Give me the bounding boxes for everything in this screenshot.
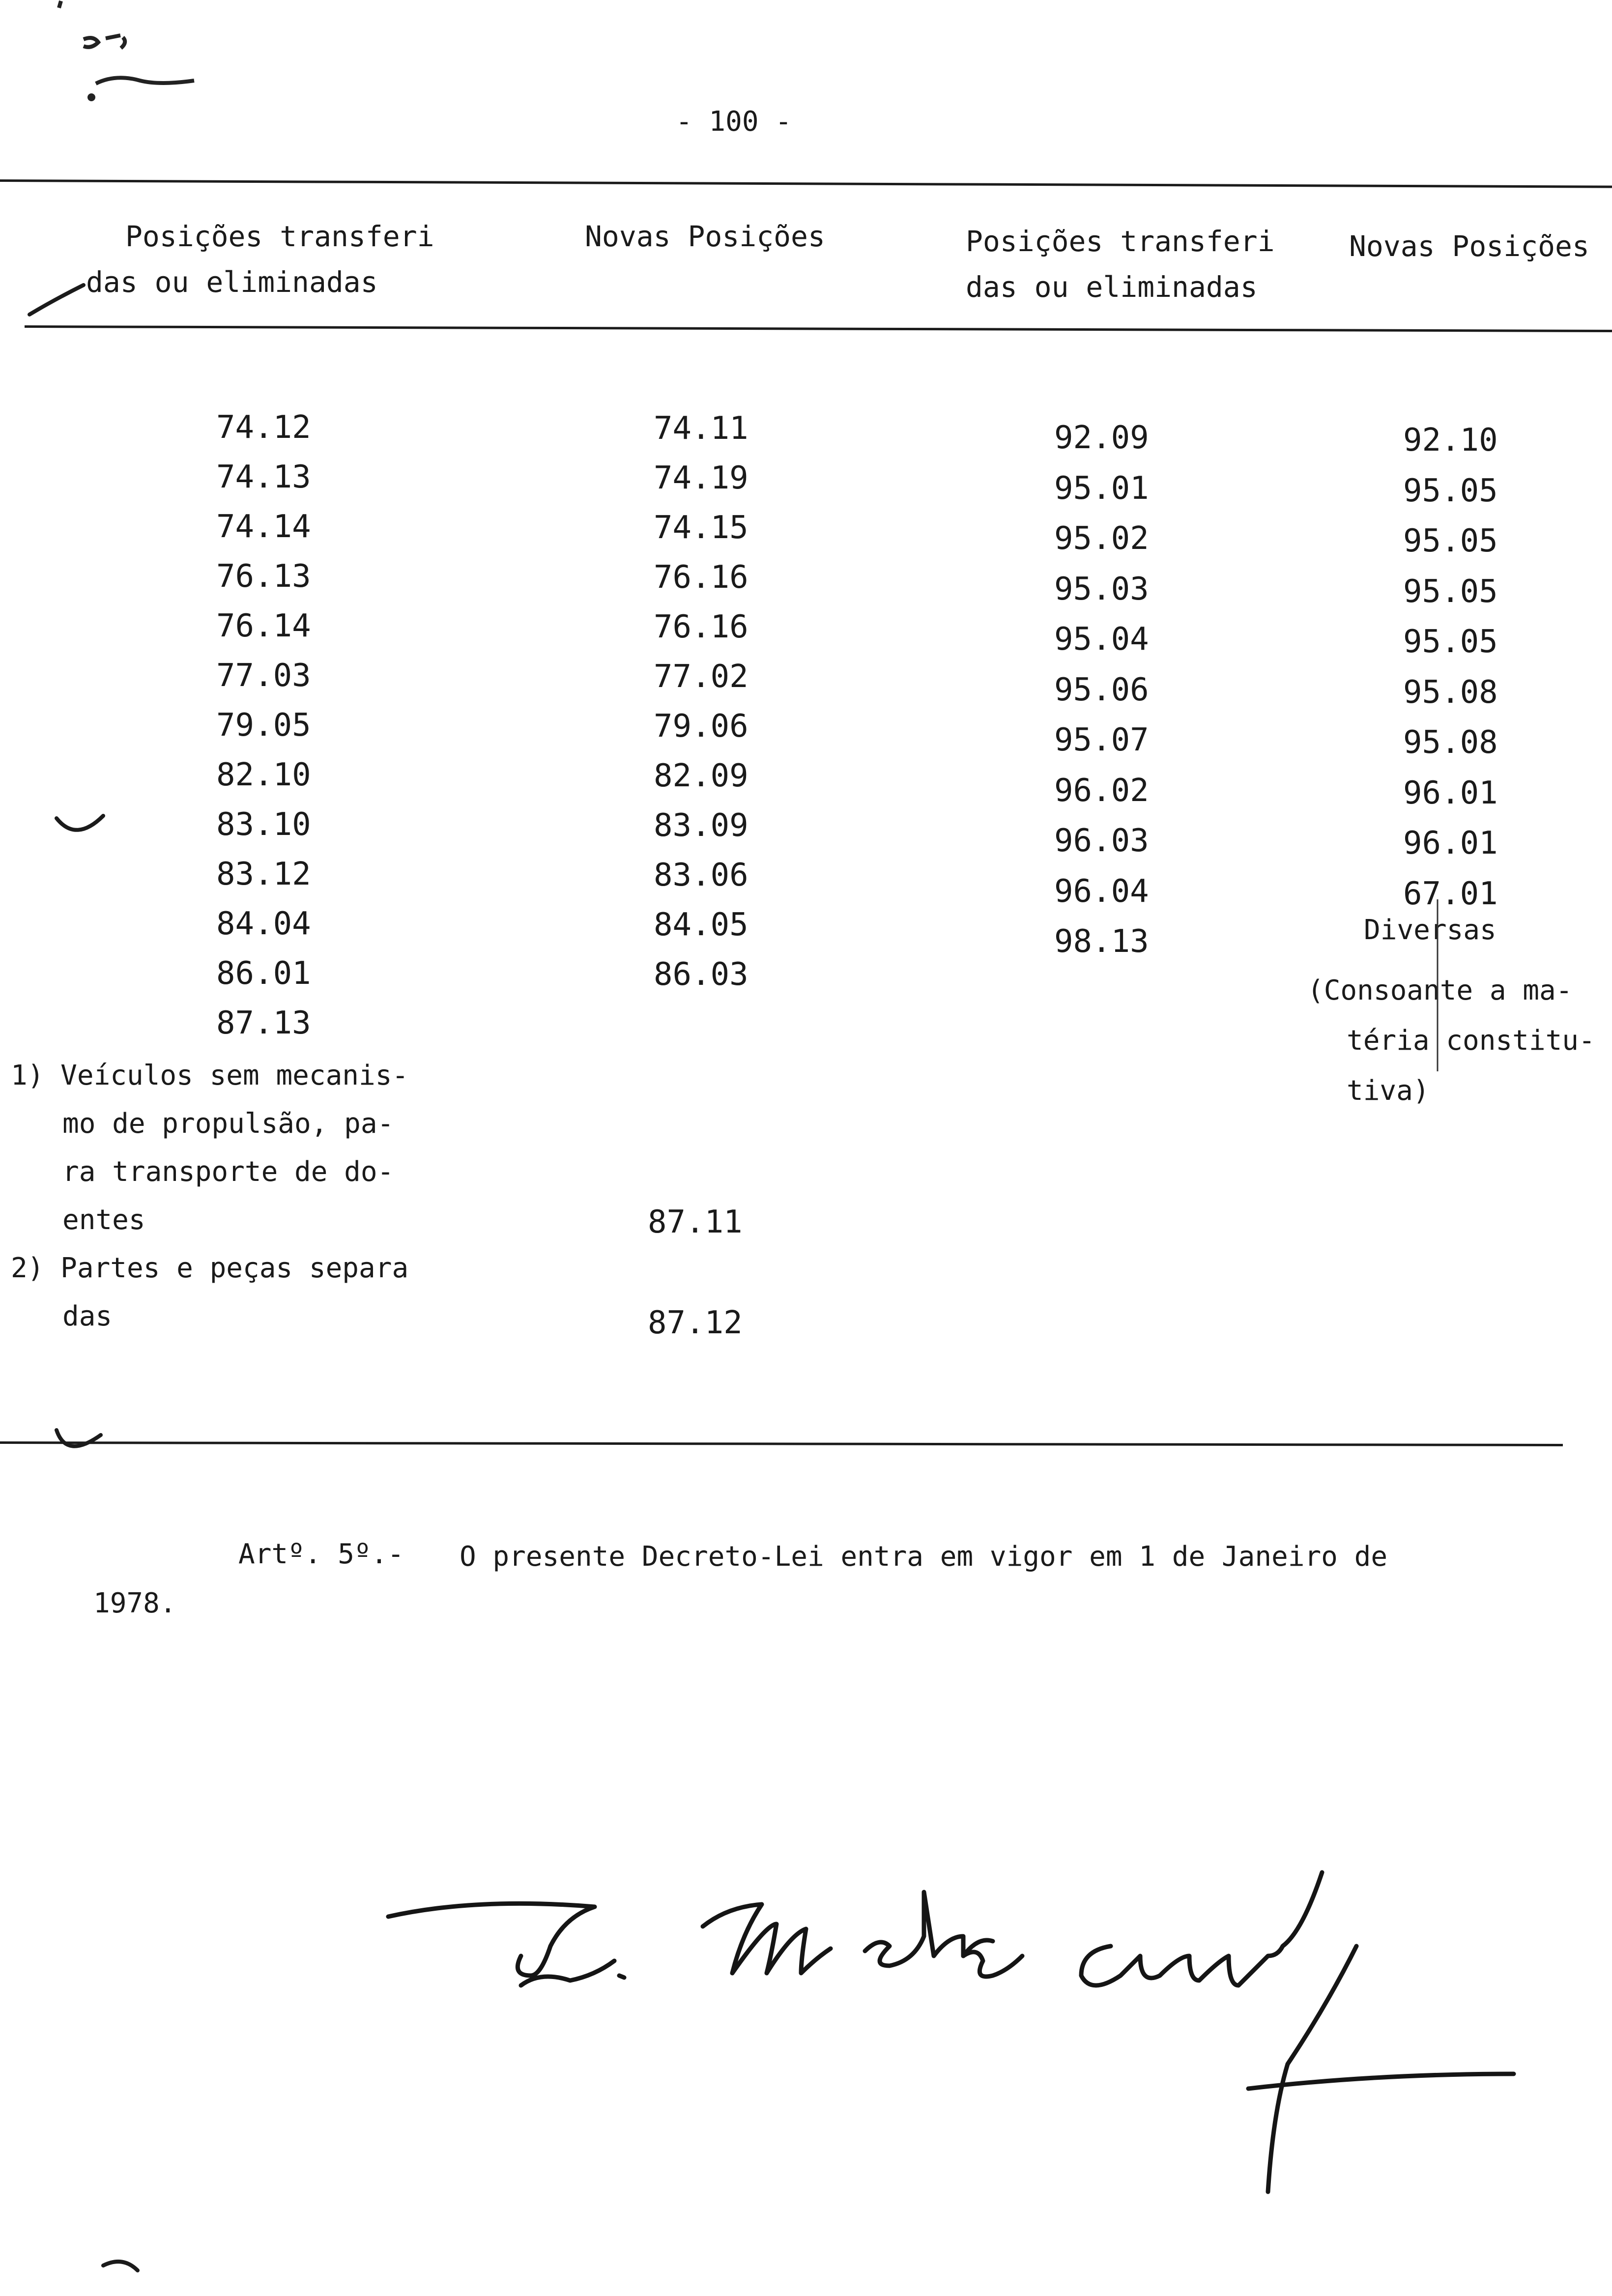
right-new-diversas: Diversas [1364, 914, 1497, 946]
right-old-column [1054, 413, 1149, 967]
article-year: 1978. [93, 1587, 176, 1619]
left-old-column [216, 403, 311, 1048]
table-cell: 76.13 [216, 558, 311, 595]
table-cell: 76.16 [654, 609, 748, 645]
note-1-new: 87.11 [648, 1204, 743, 1240]
table-cell: 86.01 [216, 955, 311, 992]
table-cell: 76.16 [654, 559, 748, 596]
table-top-rule [0, 179, 1612, 188]
table-cell: 92.10 [1403, 422, 1498, 459]
left-new-column [654, 404, 748, 1000]
table-cell: 79.05 [216, 707, 311, 744]
table-bottom-rule [0, 1441, 1563, 1446]
table-cell: 95.06 [1054, 671, 1149, 708]
table-cell: 84.04 [216, 906, 311, 942]
table-cell: 74.12 [216, 409, 311, 446]
right-note: (Consoante a ma- téria constitu- tiva) [1307, 975, 1595, 1107]
corner-marks [0, 0, 206, 128]
table-cell: 67.01 [1403, 875, 1498, 912]
table-cell: 95.05 [1403, 472, 1498, 509]
table-cell: 95.05 [1403, 523, 1498, 559]
header-right-new: Novas Posições [1349, 230, 1589, 263]
table-cell: 86.03 [654, 956, 748, 993]
note-1: 1) Veículos sem mecanis- mo de propulsão, pa- ra transporte de do- entes 2) Partes e peças separa das [11, 1060, 409, 1332]
table-cell: 74.14 [216, 509, 311, 545]
table-cell: 74.19 [654, 460, 748, 496]
table-cell: 96.01 [1403, 775, 1498, 811]
table-cell: 96.01 [1403, 825, 1498, 861]
table-cell: 79.06 [654, 708, 748, 745]
table-cell: 74.11 [654, 410, 748, 447]
table-cell: 95.01 [1054, 470, 1149, 507]
header-left-new: Novas Posições [585, 220, 825, 253]
table-cell: 84.05 [654, 907, 748, 943]
table-cell: 96.03 [1054, 823, 1149, 859]
table-cell: 96.04 [1054, 873, 1149, 910]
table-cell: 98.13 [1054, 923, 1149, 960]
table-cell: 95.03 [1054, 571, 1149, 607]
table-cell: 95.04 [1054, 621, 1149, 658]
article-text: O presente Decreto-Lei entra em vigor em 1 de Janeiro de [460, 1541, 1388, 1573]
table-cell: 95.07 [1054, 722, 1149, 758]
table-cell: 95.05 [1403, 624, 1498, 660]
table-cell: 83.10 [216, 806, 311, 843]
header-rule [25, 325, 1612, 332]
page-number: - 100 - [676, 106, 792, 138]
table-cell: 92.09 [1054, 420, 1149, 456]
header-left-old: Posições transferi das ou eliminadas [86, 220, 434, 299]
table-cell: 77.02 [654, 659, 748, 695]
table-cell: 74.13 [216, 459, 311, 495]
table-cell: 83.09 [654, 807, 748, 844]
table-cell: 77.03 [216, 658, 311, 694]
table-cell: 95.02 [1054, 520, 1149, 557]
right-new-column [1403, 415, 1498, 919]
table-cell: 87.13 [216, 1005, 311, 1041]
table-cell: 76.14 [216, 608, 311, 644]
table-cell: 95.08 [1403, 724, 1498, 761]
note-2-new: 87.12 [648, 1305, 743, 1341]
table-cell: 83.12 [216, 856, 311, 892]
table-cell: 82.10 [216, 757, 311, 793]
article-label: Artº. 5º.- [238, 1538, 404, 1570]
table-cell: 96.02 [1054, 772, 1149, 809]
table-cell: 83.06 [654, 857, 748, 893]
table-cell: 95.08 [1403, 674, 1498, 711]
table-cell: 82.09 [654, 758, 748, 794]
table-cell: 74.15 [654, 510, 748, 546]
table-cell: 95.05 [1403, 573, 1498, 610]
header-right-old: Posições transferi das ou eliminadas [966, 225, 1275, 304]
